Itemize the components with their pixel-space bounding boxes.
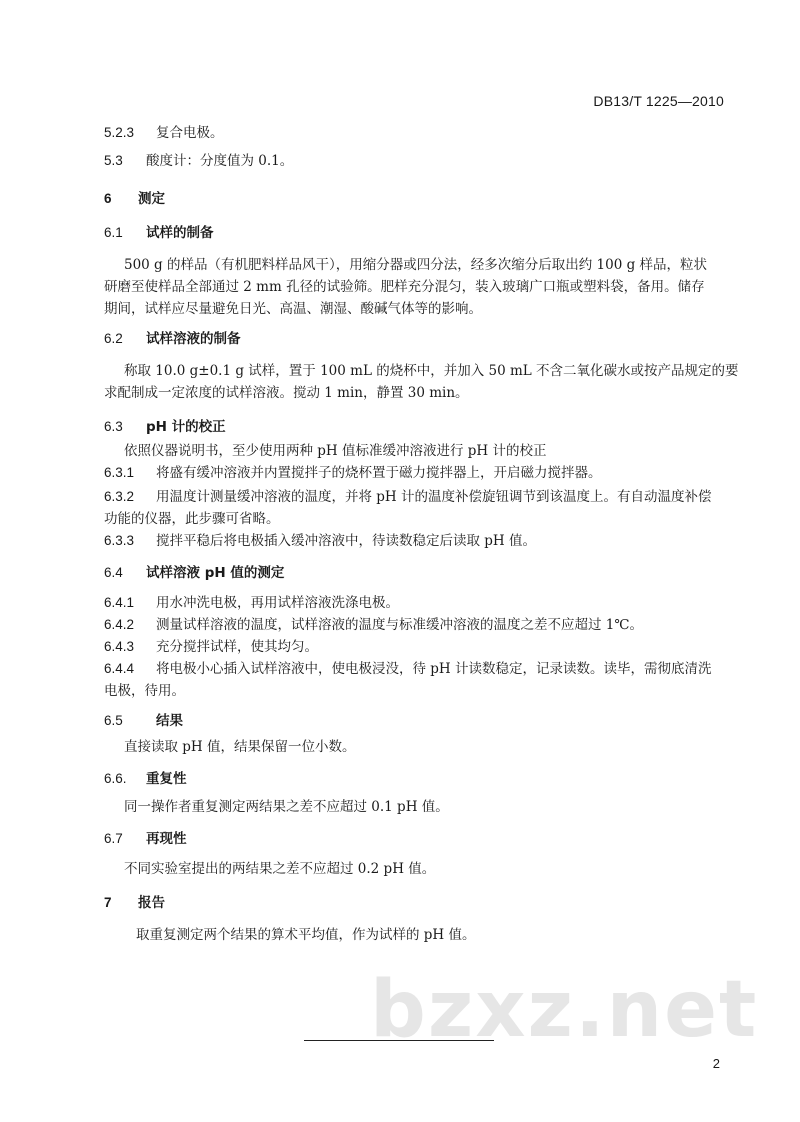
section-title: 报告 [138,895,165,911]
paragraph-line: 求配制成一定浓度的试样溶液。搅动 1 min，静置 30 min。 [104,385,469,401]
item-text: 酸度计：分度值为 0.1。 [146,153,294,169]
subsection-heading-6-2 [104,330,241,348]
item-5-3 [104,152,293,170]
clause-number: 6.4.4 [104,661,135,676]
paragraph-line: 500 g 的样品（有机肥料样品风干），用缩分器或四分法，经多次缩分后取出约 100 g 样品，粒状 [124,257,708,273]
item-number: 5.3 [104,153,123,168]
item-number: 5.2.3 [104,125,135,140]
standard-code: DB13/T 1225—2010 [593,93,724,109]
clause-6-3-2 [104,488,712,506]
clause-text: 用水冲洗电极，再用试样溶液洗涤电极。 [156,595,399,611]
section-title: 测定 [138,191,165,207]
clause-6-4-1 [104,594,399,612]
section-heading-7 [104,894,165,912]
subsection-title: pH 计的校正 [146,419,226,435]
end-rule [304,1040,494,1041]
clause-text: 将盛有缓冲溶液并内置搅拌子的烧杯置于磁力搅拌器上，开启磁力搅拌器。 [156,465,602,481]
section-heading-6 [104,190,165,208]
subsection-title: 试样溶液的制备 [146,331,241,347]
subsection-heading-6-4 [104,564,284,582]
clause-text: 测量试样溶液的温度，试样溶液的温度与标准缓冲溶液的温度之差不应超过 1℃。 [156,617,643,633]
clause-text: 充分搅拌试样，使其均匀。 [156,639,318,655]
clause-6-3-3 [104,532,536,550]
paragraph-line: 研磨至使样品全部通过 2 mm 孔径的试验筛。肥样充分混匀，装入玻璃广口瓶或塑料袋，备用。储存 [104,279,705,295]
subsection-number: 6.5 [104,713,123,728]
item-5-2-3 [104,124,224,142]
section-number: 7 [104,895,112,910]
section-number: 6 [104,191,112,206]
subsection-number: 6.2 [104,331,123,346]
clause-continuation: 功能的仪器，此步骤可省略。 [104,511,280,527]
paragraph-line: 直接读取 pH 值，结果保留一位小数。 [124,739,356,755]
clause-number: 6.4.3 [104,639,135,654]
subsection-number: 6.4 [104,565,123,580]
subsection-title: 试样的制备 [146,225,214,241]
clause-6-3-1 [104,464,602,482]
subsection-number: 6.1 [104,225,123,240]
subsection-number: 6.3 [104,419,123,434]
clause-text: 用温度计测量缓冲溶液的温度，并将 pH 计的温度补偿旋钮调节到该温度上。有自动温度补偿 [156,489,712,505]
paragraph-line: 同一操作者重复测定两结果之差不应超过 0.1 pH 值。 [124,799,449,815]
subsection-heading-6-1 [104,224,214,242]
clause-number: 6.4.1 [104,595,135,610]
subsection-number: 6.7 [104,831,123,846]
clause-number: 6.3.2 [104,489,135,504]
clause-6-4-2 [104,616,643,634]
item-text: 复合电极。 [156,125,224,141]
page-number: 2 [712,1056,720,1071]
subsection-heading-6-6 [104,770,187,788]
subsection-title: 重复性 [146,771,187,787]
clause-6-4-3 [104,638,318,656]
clause-number: 6.3.1 [104,465,135,480]
clause-continuation: 电极，待用。 [104,683,185,699]
paragraph-line: 期间，试样应尽量避免日光、高温、潮湿、酸碱气体等的影响。 [104,301,482,317]
clause-6-4-4 [104,660,712,678]
subsection-heading-6-7 [104,830,187,848]
clause-text: 搅拌平稳后将电极插入缓冲溶液中，待读数稳定后读取 pH 值。 [156,533,536,549]
clause-number: 6.3.3 [104,533,135,548]
subsection-heading-6-3 [104,418,226,436]
subsection-title: 试样溶液 pH 值的测定 [146,565,285,581]
paragraph-line: 依照仪器说明书，至少使用两种 pH 值标准缓冲溶液进行 pH 计的校正 [124,443,547,459]
paragraph-line: 不同实验室提出的两结果之差不应超过 0.2 pH 值。 [124,861,436,877]
paragraph-line: 称取 10.0 g±0.1 g 试样，置于 100 mL 的烧杯中，并加入 50 mL 不含二氧化碳水或按产品规定的要 [124,363,739,379]
paragraph-line: 取重复测定两个结果的算术平均值，作为试样的 pH 值。 [136,927,476,943]
clause-text: 将电极小心插入试样溶液中，使电极浸没，待 pH 计读数稳定，记录读数。读毕，需彻底清洗 [156,661,712,677]
subsection-heading-6-5 [104,712,183,730]
clause-number: 6.4.2 [104,617,135,632]
subsection-title: 结果 [156,713,183,729]
subsection-title: 再现性 [146,831,187,847]
subsection-number: 6.6. [104,771,127,786]
watermark: bzxz.net [370,965,759,1055]
